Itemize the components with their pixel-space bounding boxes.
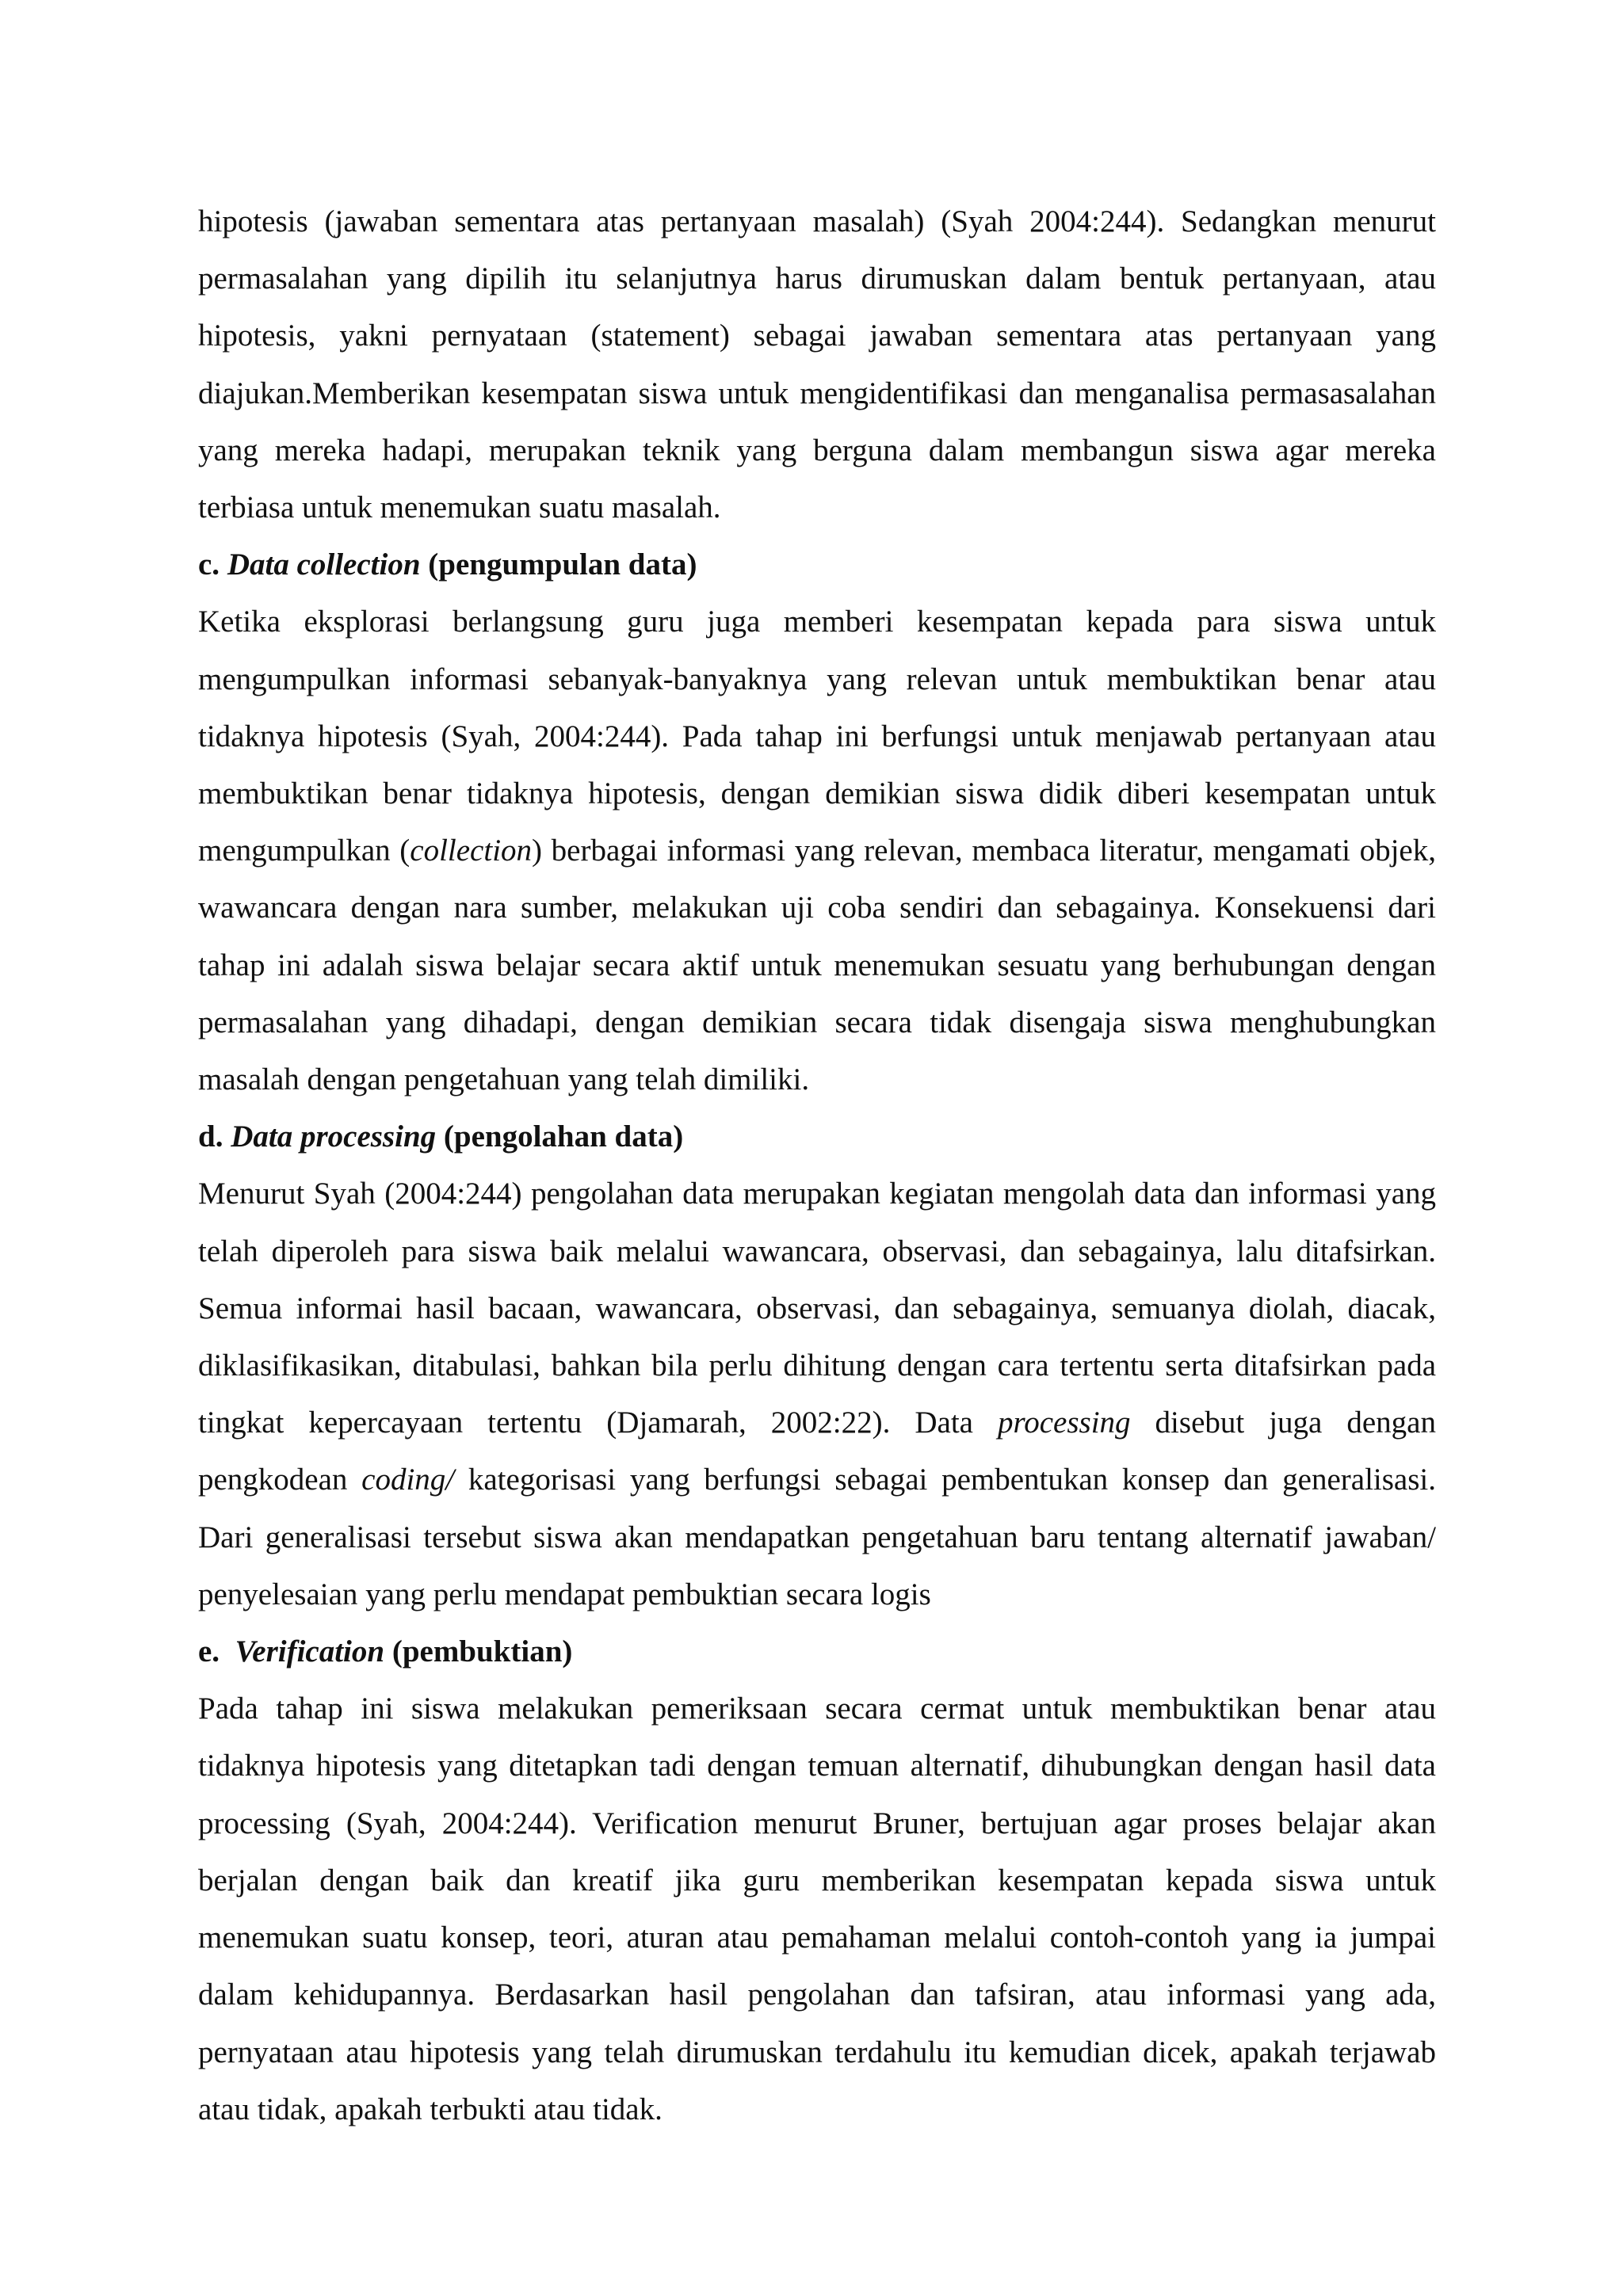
- section-c-paragraph: [198, 593, 1436, 1108]
- section-d-text-3: kategorisasi yang berfungsi sebagai pembentukan konsep dan generalisasi. Dari generalisasi tersebut siswa akan mendapatkan pengetahuan baru tentang alternatif jawaban/ penyelesaian yang perlu mendapat pembuktian secara logis: [198, 1463, 1436, 1611]
- section-d-heading: [198, 1108, 1436, 1165]
- section-c-text-2: ) berbagai informasi yang relevan, membaca literatur, mengamati objek, wawancara dengan nara sumber, melakukan uji coba sendiri dan sebagainya. Konsekuensi dari tahap ini adalah siswa belajar secara aktif untuk menemukan sesuatu yang berhubungan dengan permasalahan yang dihadapi, dengan demikian secara tidak disengaja siswa menghubungkan masalah dengan pengetahuan yang telah dimiliki.: [198, 833, 1436, 1097]
- section-d-italic-2: coding/: [361, 1463, 455, 1497]
- section-c-term: Data collection: [227, 547, 421, 582]
- section-e-letter: e.: [198, 1634, 220, 1669]
- section-c-heading: [198, 536, 1436, 593]
- section-d-letter: d.: [198, 1119, 223, 1154]
- document-page: [198, 193, 1436, 2138]
- section-e-paragraph: [198, 1680, 1436, 2138]
- section-d-italic-1: processing: [998, 1405, 1131, 1440]
- section-c-text-1: Ketika eksplorasi berlangsung guru juga memberi kesempatan kepada para siswa untuk mengumpulkan informasi sebanyak-banyaknya yang relevan untuk membuktikan benar atau tidaknya hipotesis (Syah, 2004:244). Pada tahap ini berfungsi untuk menjawab pertanyaan atau membuktikan benar tidaknya hipotesis, dengan demikian siswa didik diberi kesempatan untuk mengumpulkan (: [198, 605, 1436, 868]
- section-e-text-1: Pada tahap ini siswa melakukan pemeriksaan secara cermat untuk membuktikan benar atau tidaknya hipotesis yang ditetapkan tadi dengan temuan alternatif, dihubungkan dengan hasil data processing (Syah, 2004:244). Verification menurut Bruner, bertujuan agar proses belajar akan berjalan dengan baik dan kreatif jika guru memberikan kesempatan kepada siswa untuk menemukan suatu konsep, teori, aturan atau pemahaman melalui contoh-contoh yang ia jumpai dalam kehidupannya. Berdasarkan hasil pengolahan dan tafsiran, atau informasi yang ada, pernyataan atau hipotesis yang telah dirumuskan terdahulu itu kemudian dicek, apakah terjawab atau tidak, apakah terbukti atau tidak.: [198, 1691, 1436, 2126]
- section-d-subtitle: (pengolahan data): [443, 1119, 684, 1154]
- intro-text: hipotesis (jawaban sementara atas pertanyaan masalah) (Syah 2004:244). Sedangkan menurut permasalahan yang dipilih itu selanjutnya harus dirumuskan dalam bentuk pertanyaan, atau hipotesis, yakni pernyataan (statement) sebagai jawaban sementara atas pertanyaan yang diajukan.Memberikan kesempatan siswa untuk mengidentifikasi dan menganalisa permasasalahan yang mereka hadapi, merupakan teknik yang berguna dalam membangun siswa agar mereka terbiasa untuk menemukan suatu masalah.: [198, 204, 1436, 525]
- section-e-heading: [198, 1623, 1436, 1680]
- section-e-term: Verification: [235, 1634, 385, 1669]
- section-d-text-1: Menurut Syah (2004:244) pengolahan data merupakan kegiatan mengolah data dan informasi yang telah diperoleh para siswa baik melalui wawancara, observasi, dan sebagainya, lalu ditafsirkan. Semua informai hasil bacaan, wawancara, observasi, dan sebagainya, semuanya diolah, diacak, diklasifikasikan, ditabulasi, bahkan bila perlu dihitung dengan cara tertentu serta ditafsirkan pada tingkat kepercayaan tertentu (Djamarah, 2002:22). Data: [198, 1177, 1436, 1440]
- section-c-italic: collection: [410, 833, 533, 868]
- section-c-subtitle: (pengumpulan data): [428, 547, 697, 582]
- intro-paragraph: [198, 193, 1436, 536]
- section-c-letter: c.: [198, 547, 220, 582]
- section-d-text-2: disebut juga dengan pengkodean: [198, 1405, 1436, 1497]
- section-d-term: Data processing: [231, 1119, 437, 1154]
- section-d-paragraph: [198, 1165, 1436, 1623]
- section-e-subtitle: (pembuktian): [391, 1634, 573, 1669]
